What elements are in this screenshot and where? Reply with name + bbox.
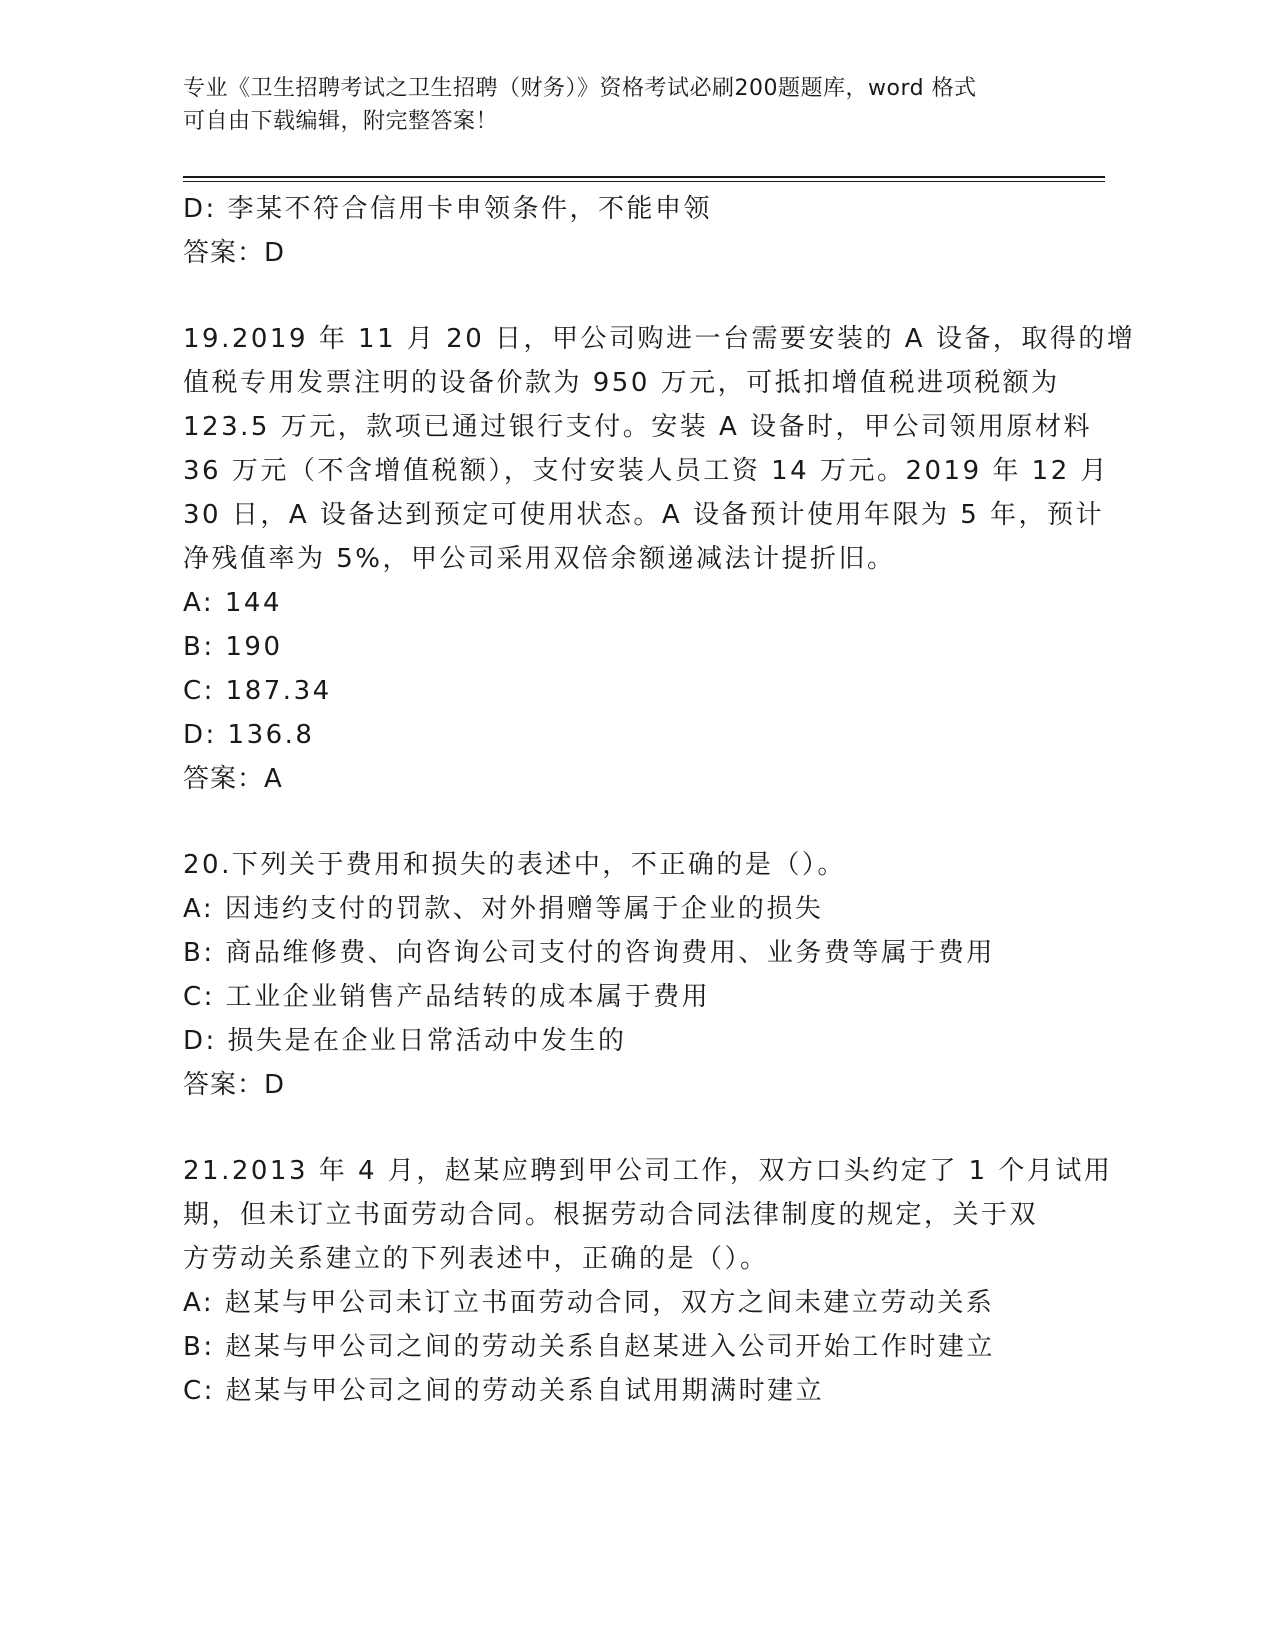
- question-line: C: 赵某与甲公司之间的劳动关系自试用期满时建立: [183, 1376, 825, 1406]
- question-line: B: 190: [183, 632, 283, 662]
- answer-line: 答案：D: [183, 238, 286, 268]
- question-line: B: 赵某与甲公司之间的劳动关系自赵某进入公司开始工作时建立: [183, 1332, 995, 1362]
- question-line: D: 损失是在企业日常活动中发生的: [183, 1026, 627, 1056]
- header-rule-thick: [183, 176, 1105, 178]
- question-line: 123.5 万元，款项已通过银行支付。安装 A 设备时，甲公司领用原材料: [183, 412, 1093, 442]
- question-line: D: 李某不符合信用卡申领条件，不能申领: [183, 194, 713, 224]
- header-rule-thin: [183, 181, 1105, 182]
- question-line: 36 万元（不含增值税额），支付安装人员工资 14 万元。2019 年 12 月: [183, 456, 1110, 486]
- question-line: 期，但未订立书面劳动合同。根据劳动合同法律制度的规定，关于双: [183, 1200, 1039, 1230]
- question-line: 21.2013 年 4 月，赵某应聘到甲公司工作，双方口头约定了 1 个月试用: [183, 1156, 1113, 1186]
- question-line: D: 136.8: [183, 720, 315, 750]
- question-line: A: 赵某与甲公司未订立书面劳动合同，双方之间未建立劳动关系: [183, 1288, 995, 1318]
- block-spacer: [183, 1107, 1053, 1149]
- question-line: A: 因违约支付的罚款、对外捐赠等属于企业的损失: [183, 894, 824, 924]
- question-content: [183, 187, 1136, 1413]
- question-line: C: 工业企业销售产品结转的成本属于费用: [183, 982, 711, 1012]
- question-line: 值税专用发票注明的设备价款为 950 万元，可抵扣增值税进项税额为: [183, 368, 1060, 398]
- question-line: C: 187.34: [183, 676, 332, 706]
- question-line: A: 144: [183, 588, 282, 618]
- answer-line: 答案：A: [183, 764, 283, 794]
- document-header: [183, 72, 1063, 138]
- question-line: B: 商品维修费、向咨询公司支付的咨询费用、业务费等属于费用: [183, 938, 995, 968]
- question-line: 30 日，A 设备达到预定可使用状态。A 设备预计使用年限为 5 年，预计: [183, 500, 1105, 530]
- question-line: 净残值率为 5%，甲公司采用双倍余额递减法计提折旧。: [183, 544, 896, 574]
- answer-line: 答案：D: [183, 1070, 286, 1100]
- block-spacer: [183, 275, 1053, 317]
- question-line: 19.2019 年 11 月 20 日，甲公司购进一台需要安装的 A 设备，取得的增: [183, 324, 1136, 354]
- header-line-2: 可自由下载编辑，附完整答案！: [183, 109, 499, 134]
- block-spacer: [183, 801, 1053, 843]
- question-line: 20.下列关于费用和损失的表述中，不正确的是（）。: [183, 850, 846, 880]
- question-line: 方劳动关系建立的下列表述中，正确的是（）。: [183, 1244, 769, 1274]
- header-line-1: 专业《卫生招聘考试之卫生招聘（财务）》资格考试必刷200题题库，word 格式: [183, 76, 977, 101]
